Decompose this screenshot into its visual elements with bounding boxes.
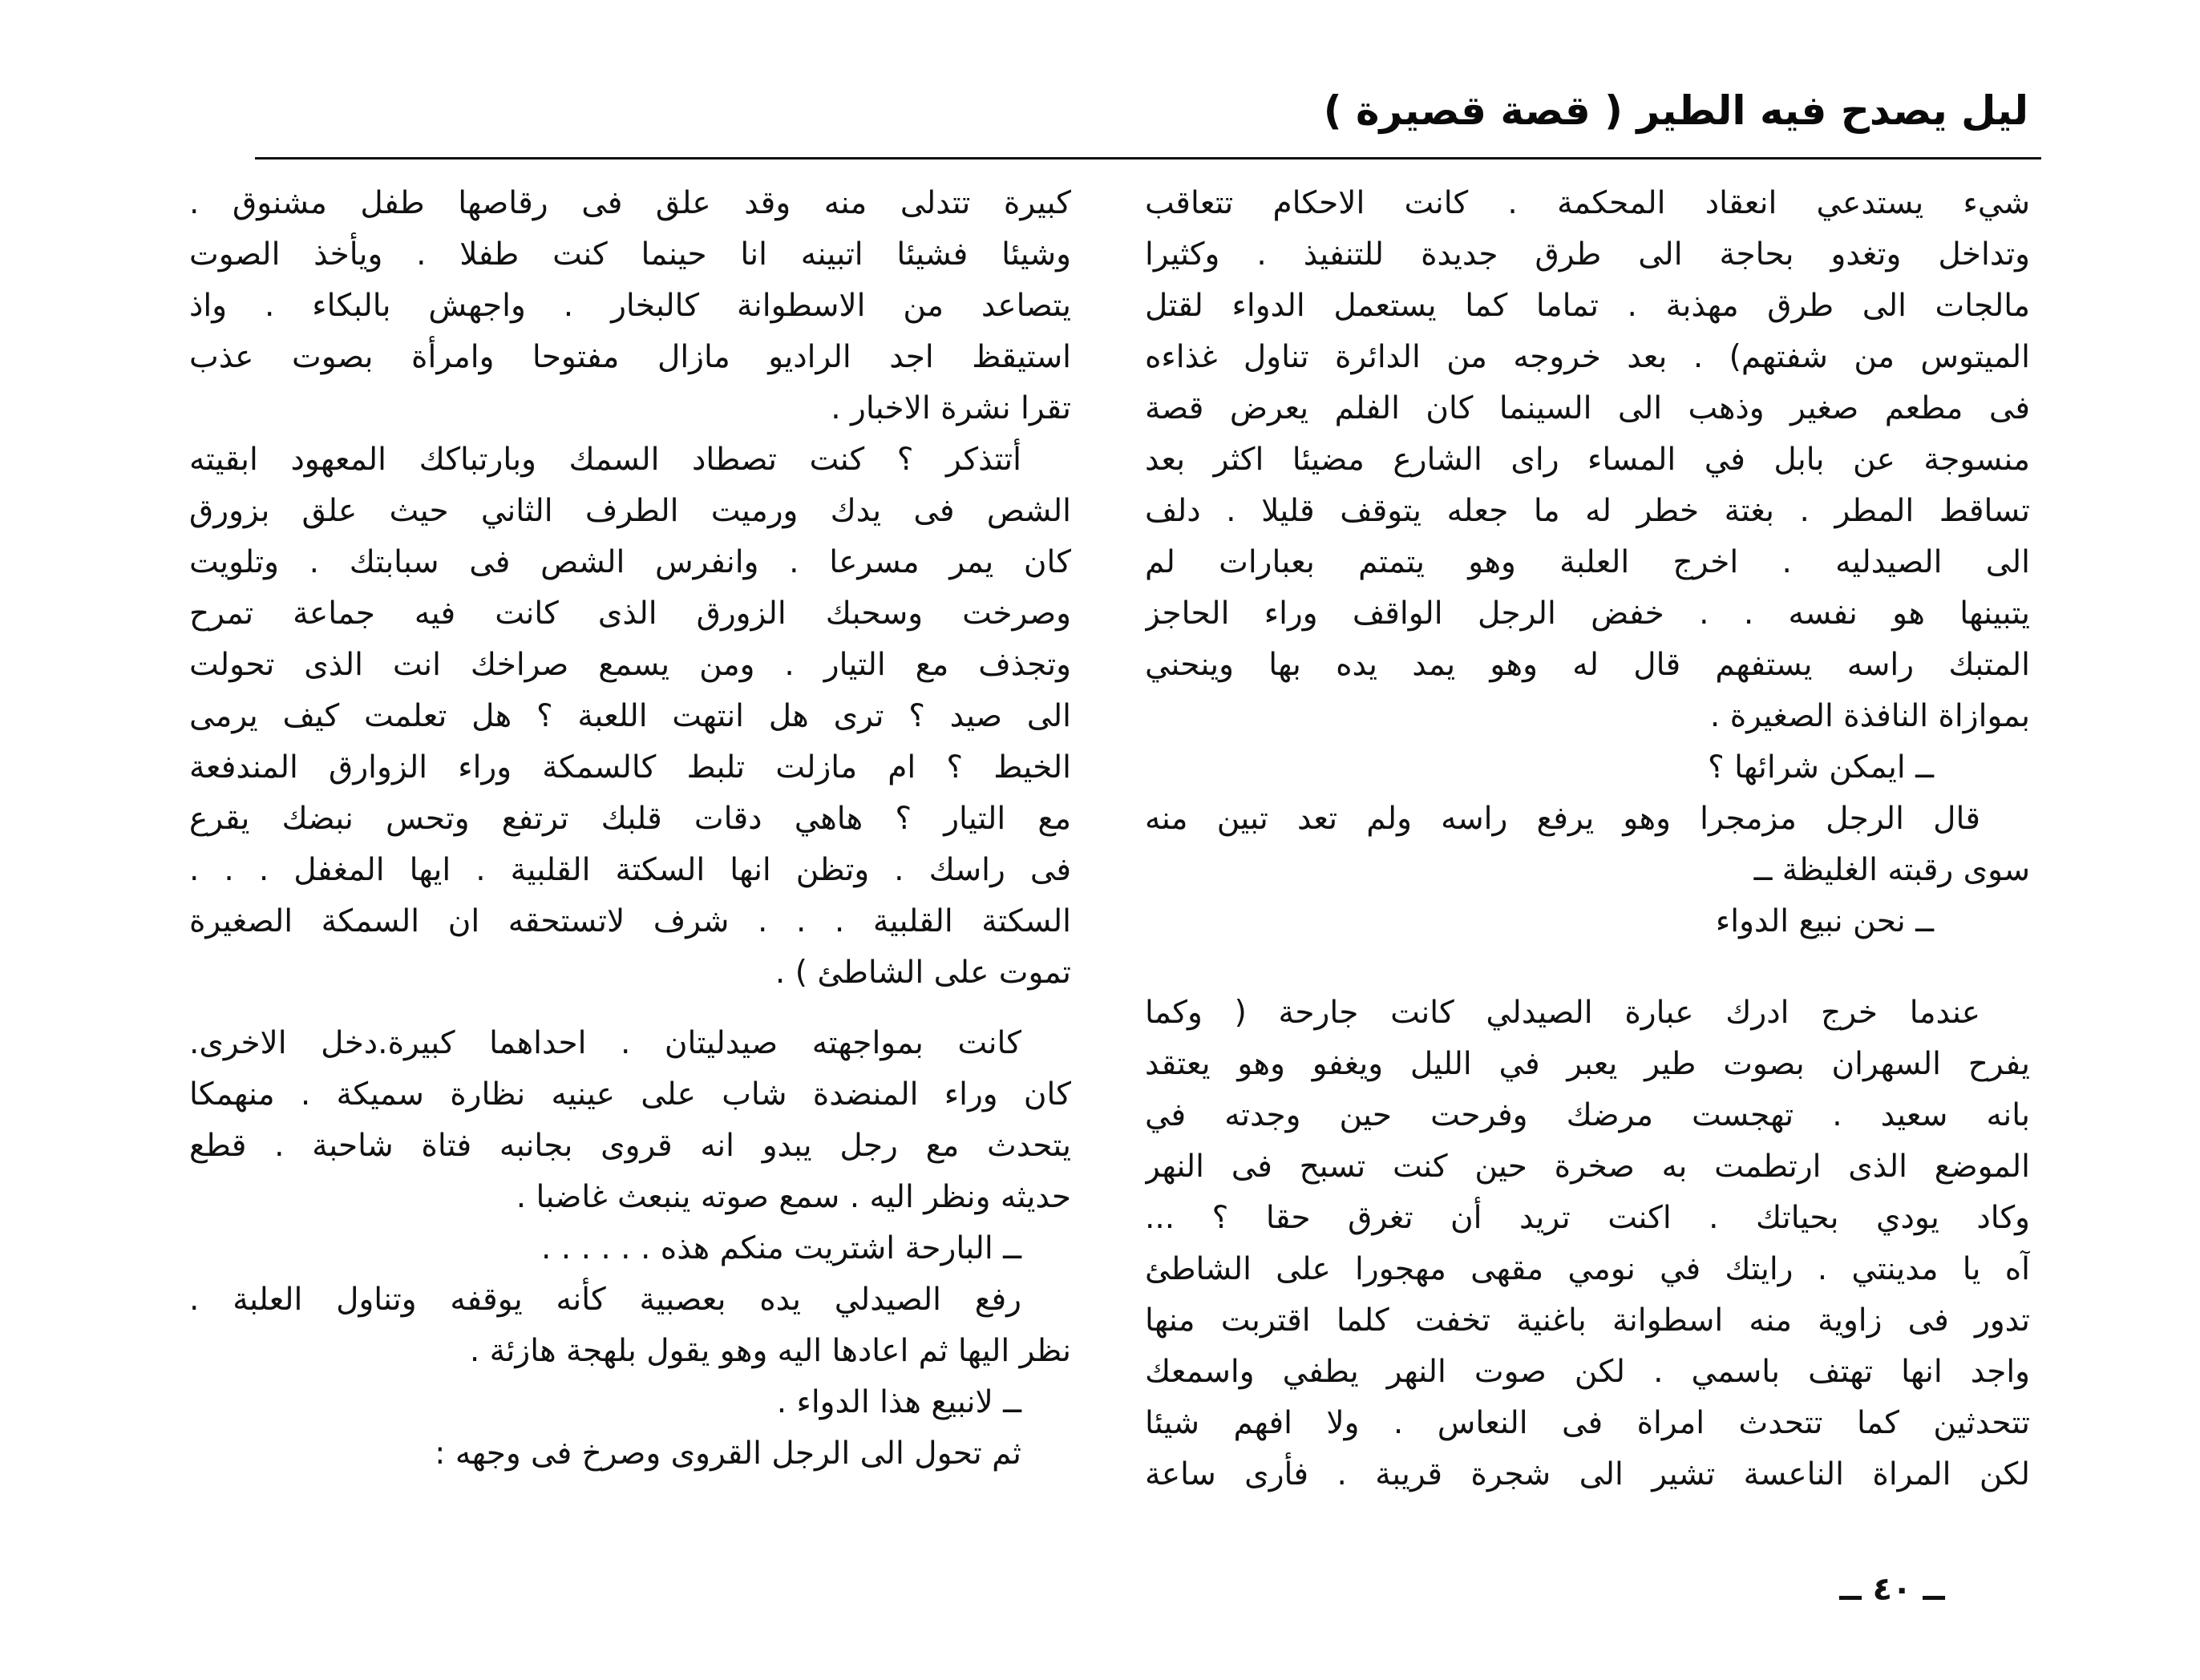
text-line: تساقط المطر . بغتة خطر له ما جعله يتوقف قليلا . دلف <box>1145 493 2030 529</box>
text-line: يتحدث مع رجل يبدو انه قروى بجانبه فتاة شاحبة . قطع <box>189 1128 1071 1164</box>
text-line: أتتذكر ؟ كنت تصطاد السمك وبارتباكك المعهود ابقيته <box>189 442 1021 478</box>
text-line: استيقظ اجد الراديو مازال مفتوحا وامرأة بصوت عذب <box>189 339 1071 375</box>
page-number: ــ ٤٠ ــ <box>1839 1571 1945 1608</box>
text-line: الى الصيدليه . اخرج العلبة وهو يتمتم بعبارات لم <box>1145 544 2030 580</box>
paragraph-gap <box>189 999 1071 1018</box>
text-line: يتبينها هو نفسه . . خفض الرجل الواقف وراء الحاجز <box>1145 596 2030 632</box>
page-title: ليل يصدح فيه الطير ( قصة قصيرة ) <box>1323 87 2028 134</box>
text-line: واجد انها تهتف باسمي . لكن صوت النهر يطفي واسمعك <box>1145 1354 2030 1390</box>
text-line: تتحدثين كما تتحدث امراة فى النعاس . ولا افهم شيئا <box>1145 1405 2030 1441</box>
right-column <box>1145 178 2030 1500</box>
text-line: كانت بمواجهته صيدليتان . احداهما كبيرة.دخل الاخرى. <box>189 1025 1021 1061</box>
text-line: نظر اليها ثم اعادها اليه وهو يقول بلهجة هازئة . <box>469 1333 1071 1369</box>
text-line: الميتوس من شفتهم) . بعد خروجه من الدائرة تناول غذاءه <box>1145 339 2030 375</box>
text-line: تقرا نشرة الاخبار . <box>831 390 1071 426</box>
text-line: حديثه ونظر اليه . سمع صوته ينبعث غاضبا . <box>516 1179 1071 1215</box>
text-line: فى مطعم صغير وذهب الى السينما كان الفلم يعرض قصة <box>1145 390 2030 426</box>
text-line: المتبك راسه يستفهم قال له وهو يمد يده بها وينحني <box>1145 647 2030 683</box>
text-line: وتجذف مع التيار . ومن يسمع صراخك انت الذى تحولت <box>189 647 1071 683</box>
text-line: آه يا مدينتي . رايتك في نومي مقهى مهجورا على الشاطئ <box>1145 1251 2030 1287</box>
text-line: وصرخت وسحبك الزورق الذى كانت فيه جماعة تمرح <box>189 596 1071 632</box>
text-line: الى صيد ؟ ترى هل انتهت اللعبة ؟ هل تعلمت كيف يرمى <box>189 698 1071 734</box>
text-line: كبيرة تتدلى منه وقد علق فى رقاصها طفل مشنوق . <box>189 185 1071 221</box>
text-line: يفرح السهران بصوت طير يعبر في الليل ويغفو وهو يعتقد <box>1145 1046 2030 1082</box>
dialogue-line: ــ نحن نبيع الدواء <box>1715 903 1934 939</box>
text-line: وتداخل وتغدو بحاجة الى طرق جديدة للتنفيذ . وكثيرا <box>1145 236 2030 273</box>
text-line: منسوجة عن بابل في المساء راى الشارع مضيئا اكثر بعد <box>1145 442 2030 478</box>
text-line: كان يمر مسرعا . وانفرس الشص فى سبابتك . وتلويت <box>189 544 1071 580</box>
text-line: تدور فى زاوية منه اسطوانة باغنية تخفت كلما اقتربت منها <box>1145 1302 2030 1339</box>
text-line: مع التيار ؟ هاهي دقات قلبك ترتفع وتحس نبضك يقرع <box>189 801 1071 837</box>
text-line: كان وراء المنضدة شاب على عينيه نظارة سميكة . منهمكا <box>189 1076 1071 1113</box>
text-line: ثم تحول الى الرجل القروى وصرخ فى وجهه : <box>435 1436 1021 1472</box>
paragraph-gap <box>1145 947 2030 987</box>
dialogue-line: ــ لانبيع هذا الدواء . <box>776 1384 1021 1420</box>
left-column <box>189 178 1071 1480</box>
text-line: تموت على الشاطئ ) . <box>774 955 1071 991</box>
dialogue-line: ــ البارحة اشتريت منكم هذه . . . . . . <box>541 1230 1021 1266</box>
text-line: سوى رقبته الغليظة ــ <box>1753 852 2030 888</box>
dialogue-line: ــ ايمكن شرائها ؟ <box>1708 749 1934 785</box>
text-line: عندما خرج ادرك عبارة الصيدلي كانت جارحة ( وكما <box>1145 995 1980 1031</box>
text-line: وكاد يودي بحياتك . اكنت تريد أن تغرق حقا ؟ ... <box>1145 1200 2030 1236</box>
text-line: فى راسك . وتظن انها السكتة القلبية . ايها المغفل . . . <box>189 852 1071 888</box>
header-rule <box>255 157 2041 160</box>
text-line: وشيئا فشيئا اتبينه انا حينما كنت طفلا . ويأخذ الصوت <box>189 236 1071 273</box>
text-line: بموازاة النافذة الصغيرة . <box>1709 698 2030 734</box>
text-line: قال الرجل مزمجرا وهو يرفع راسه ولم تعد تبين منه <box>1145 801 1980 837</box>
text-line: مالجات الى طرق مهذبة . تماما كما يستعمل الدواء لقتل <box>1145 288 2030 324</box>
text-line: السكتة القلبية . . . شرف لاتستحقه ان السمكة الصغيرة <box>189 903 1071 939</box>
text-line: رفع الصيدلي يده بعصبية كأنه يوقفه وتناول العلبة . <box>189 1282 1021 1318</box>
text-line: بانه سعيد . تهجست مرضك وفرحت حين وجدته في <box>1145 1097 2030 1133</box>
text-line: الخيط ؟ ام مازلت تلبط كالسمكة وراء الزوارق المندفعة <box>189 749 1071 785</box>
text-line: لكن المراة الناعسة تشير الى شجرة قريبة . فأرى ساعة <box>1145 1456 2030 1492</box>
text-line: الشص فى يدك ورميت الطرف الثاني حيث علق بزورق <box>189 493 1071 529</box>
text-line: يتصاعد من الاسطوانة كالبخار . واجهش بالبكاء . واذ <box>189 288 1071 324</box>
text-line: الموضع الذى ارتطمت به صخرة حين كنت تسبح فى النهر <box>1145 1149 2030 1185</box>
text-line: شيء يستدعي انعقاد المحكمة . كانت الاحكام تتعاقب <box>1145 185 2030 221</box>
